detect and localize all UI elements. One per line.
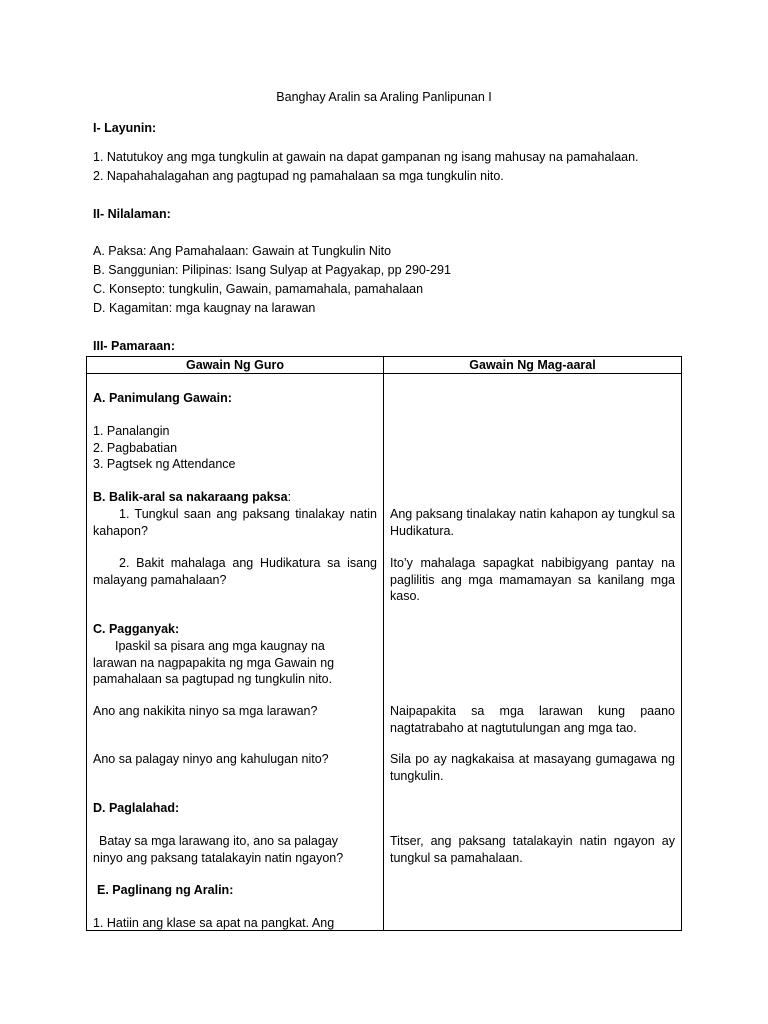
pagganyak-question-1: Ano ang nakikita ninyo sa mga larawan?: [93, 704, 318, 718]
pagganyak-question-2: Ano sa palagay ninyo ang kahulugan nito?: [93, 752, 329, 766]
table-row: [87, 374, 682, 931]
student-answer-4: Sila po ay nagkakaisa at masayang gumagawa ng tungkulin.: [390, 752, 675, 783]
list-item: 2. Pagbabatian: [93, 440, 178, 455]
table-header-row: [87, 357, 682, 374]
step-heading-c: C. Pagganyak:: [93, 622, 180, 636]
column-header-guro: Gawain Ng Guro: [87, 357, 384, 374]
teacher-cell: [87, 374, 384, 931]
pagganyak-text: Ipaskil sa pisara ang mga kaugnay na larawan na nagpapakita ng mga Gawain ng pamahalaan sa pagtupad ng tungkulin nito.: [93, 639, 335, 686]
step-heading-b-text: B. Balik-aral sa nakaraang paksa: [93, 490, 288, 504]
list-item: C. Konsepto: tungkulin, Gawain, pamamahala, pamahalaan: [93, 282, 424, 296]
section-heading: I- Layunin:: [93, 121, 157, 135]
column-header-mag-aaral: Gawain Ng Mag-aaral: [384, 357, 682, 374]
section-nilalaman: [93, 206, 693, 225]
layunin-list: [93, 149, 693, 187]
list-item: 3. Pagtsek ng Attendance: [93, 457, 236, 471]
list-item: 1. Panalangin: [93, 424, 170, 438]
balik-aral-question-1: 1. Tungkul saan ang paksang tinalakay natin kahapon?: [93, 507, 377, 538]
student-answer-2: Ito’y mahalaga sapagkat nabibigyang pantay na paglilitis ang mga mamamayan sa kanilang mga kaso.: [390, 556, 675, 603]
student-answer-5: Titser, ang paksang tatalakayin natin ngayon ay tungkul sa pamahalaan.: [390, 834, 675, 865]
pamaraan-table: [86, 356, 682, 931]
paglinang-item-1: 1. Hatiin ang klase sa apat na pangkat. Ang: [93, 916, 335, 930]
step-heading-b: [93, 489, 377, 506]
step-heading-d: D. Paglalahad:: [93, 801, 180, 815]
list-item: 1. Natutukoy ang mga tungkulin at gawain na dapat gampanan ng isang mahusay na pamahalaan.: [93, 150, 639, 164]
section-heading: III- Pamaraan:: [93, 339, 175, 353]
section-pamaraan: [93, 338, 693, 357]
document-title: Banghay Aralin sa Araling Panlipunan I: [276, 90, 492, 104]
list-item: 2. Napahahalagahan ang pagtupad ng pamahalaan sa mga tungkulin nito.: [93, 169, 504, 183]
student-answer-1: Ang paksang tinalakay natin kahapon ay tungkul sa Hudikatura.: [390, 507, 675, 538]
step-heading-a: A. Panimulang Gawain:: [93, 391, 232, 405]
list-item: A. Paksa: Ang Pamahalaan: Gawain at Tungkulin Nito: [93, 244, 392, 258]
section-heading: II- Nilalaman:: [93, 207, 171, 221]
balik-aral-question-2: 2. Bakit mahalaga ang Hudikatura sa isang malayang pamahalaan?: [93, 556, 377, 587]
step-a-list: [93, 423, 377, 473]
section-layunin: [93, 120, 693, 139]
list-item: D. Kagamitan: mga kaugnay na larawan: [93, 301, 316, 315]
step-heading-e: E. Paglinang ng Aralin:: [97, 883, 234, 897]
nilalaman-list: [93, 243, 693, 319]
student-answer-3: Naipapakita sa mga larawan kung paano nagtatrabaho at nagtutulungan ang mga tao.: [390, 704, 675, 735]
list-item: B. Sanggunian: Pilipinas: Isang Sulyap at Pagyakap, pp 290-291: [93, 263, 451, 277]
student-cell: [384, 374, 682, 931]
paglalahad-question: Batay sa mga larawang ito, ano sa palagay ninyo ang paksang tatalakayin natin ngayon?: [93, 834, 344, 865]
step-heading-b-colon: :: [287, 490, 292, 504]
